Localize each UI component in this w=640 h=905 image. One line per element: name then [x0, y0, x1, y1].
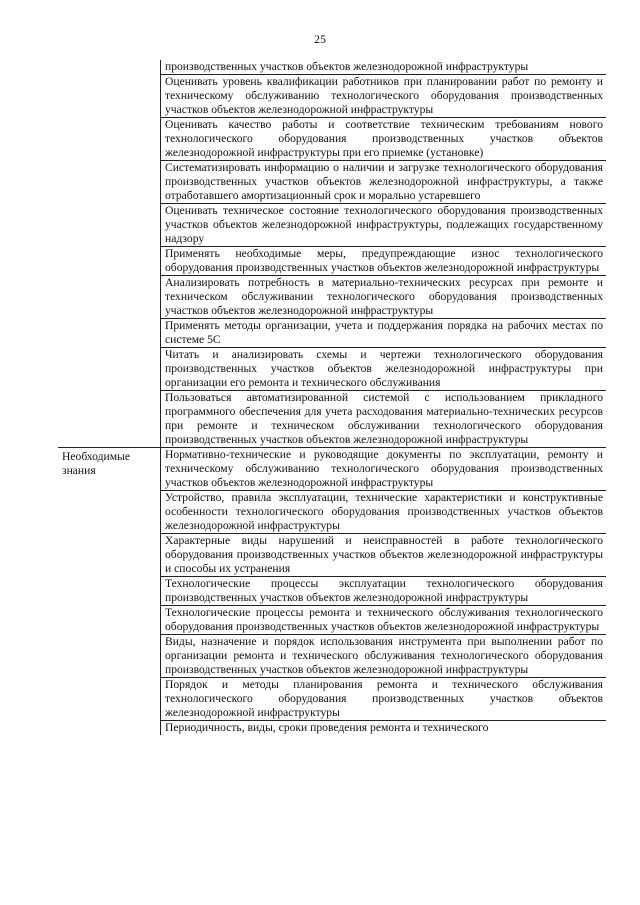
- knowledge-item: Нормативно-технические и руководящие документы по эксплуатации, ремонту и техническому обслуживанию технологического оборудования производственных участков объектов железнодорожной инфраструктуры: [161, 448, 607, 491]
- skill-item: Читать и анализировать схемы и чертежи технологического оборудования производственных участков объектов железнодорожной инфраструктуры при организации его ремонта и технического обслуживания: [161, 348, 607, 391]
- skill-item: Применять необходимые меры, предупреждающие износ технологического оборудования производственных участков объектов железнодорожной инфраструктуры: [161, 247, 607, 276]
- skills-label-cell: [58, 60, 161, 448]
- skill-item: Оценивать качество работы и соответствие техническим требованиям нового технологического оборудования производственных участков объектов железнодорожной инфраструктуры при его приемке (установке): [161, 118, 607, 161]
- knowledge-item: Технологические процессы ремонта и технического обслуживания технологического оборудования производственных участков объектов железнодорожной инфраструктуры: [161, 606, 607, 635]
- table-row: [58, 60, 606, 75]
- knowledge-item: Виды, назначение и порядок использования инструмента при выполнении работ по организации ремонта и технического обслуживания технологического оборудования производственных участков объектов железнодорожной инфраструктуры: [161, 635, 607, 678]
- knowledge-item: Устройство, правила эксплуатации, технические характеристики и конструктивные особенности технологического оборудования производственных участков объектов железнодорожной инфраструктуры: [161, 491, 607, 534]
- knowledge-item: Порядок и методы планирования ремонта и технического обслуживания технологического оборудования производственных участков объектов железнодорожной инфраструктуры: [161, 678, 607, 721]
- skill-item: Анализировать потребность в материально-технических ресурсах при ремонте и техническом обслуживании технологического оборудования производственных участков объектов железнодорожной инфраструктуры: [161, 276, 607, 319]
- knowledge-item: Характерные виды нарушений и неисправностей в работе технологического оборудования производственных участков объектов железнодорожной инфраструктуры и способы их устранения: [161, 534, 607, 577]
- page-number: 25: [314, 32, 326, 46]
- skill-item: Оценивать уровень квалификации работников при планировании работ по ремонту и техническому обслуживанию технологического оборудования производственных участков объектов железнодорожной инфраструктуры: [161, 75, 607, 118]
- skill-item: Пользоваться автоматизированной системой с использованием прикладного программного обеспечения для учета расходования материально-технических ресурсов при ремонте и техническом обслуживании технологического оборудования производственных участков объектов железнодорожной инфраструктуры: [161, 391, 607, 448]
- knowledge-item: Технологические процессы эксплуатации технологического оборудования производственных участков объектов железнодорожной инфраструктуры: [161, 577, 607, 606]
- knowledge-label: Необходимые знания: [58, 448, 161, 736]
- skill-item: Применять методы организации, учета и поддержания порядка на рабочих местах по системе 5С: [161, 319, 607, 348]
- table-row: [58, 448, 606, 491]
- competency-table: [58, 60, 606, 735]
- skill-item: производственных участков объектов железнодорожной инфраструктуры: [161, 60, 607, 75]
- skill-item: Оценивать техническое состояние технологического оборудования производственных участков объектов железнодорожной инфраструктуры, подлежащих государственному надзору: [161, 204, 607, 247]
- skill-item: Систематизировать информацию о наличии и загрузке технологического оборудования производственных участков объектов железнодорожной инфраструктуры, а также отработавшего амортизационный срок и морально устаревшего: [161, 161, 607, 204]
- knowledge-item: Периодичность, виды, сроки проведения ремонта и технического: [165, 721, 489, 734]
